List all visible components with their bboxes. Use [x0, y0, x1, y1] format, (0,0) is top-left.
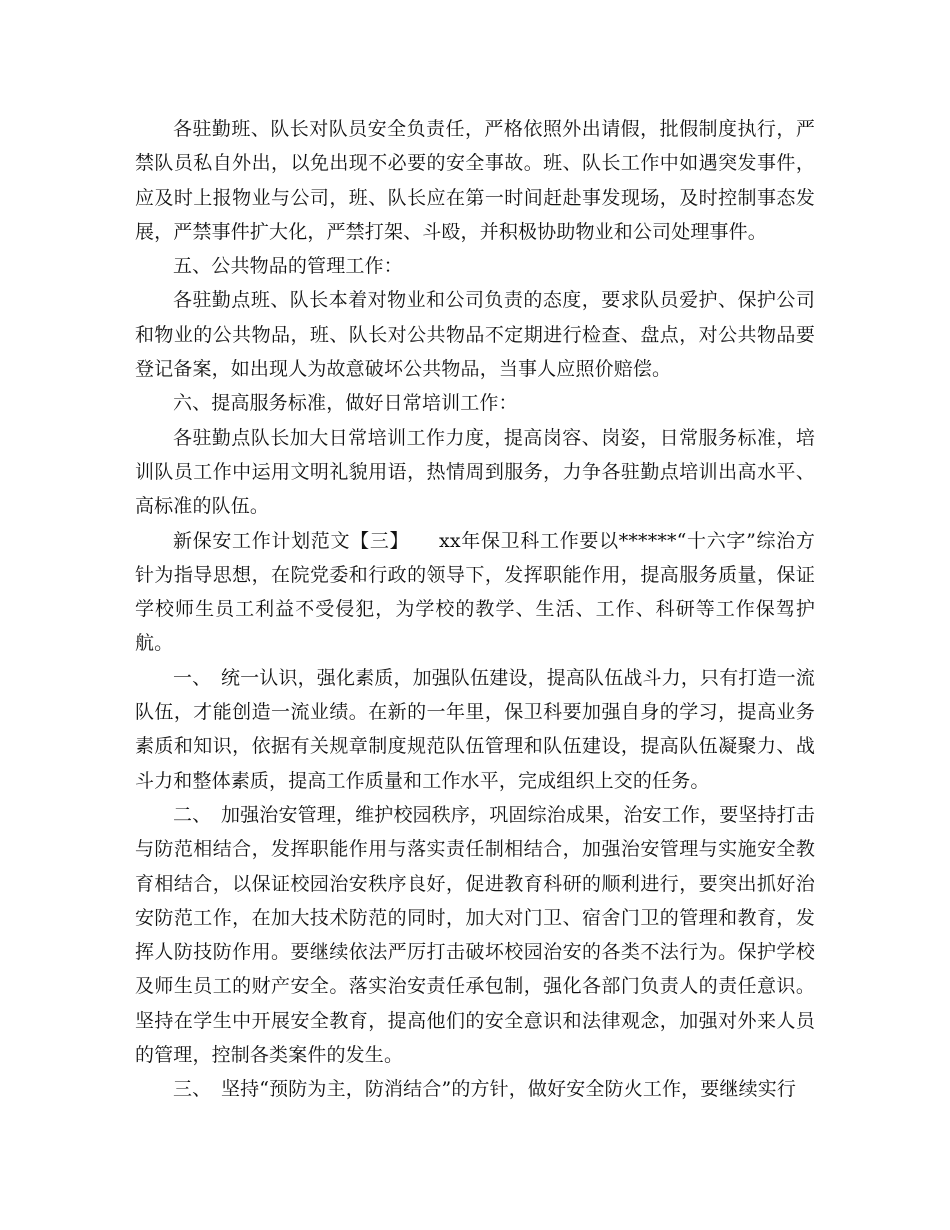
- paragraph-item-one: 一、 统一认识，强化素质，加强队伍建设，提高队伍战斗力，只有打造一流队伍，才能创造一流业绩。在新的一年里，保卫科要加强自身的学习，提高业务素质和知识，依据有关规章制度规范队伍管理和队伍建设，提高队伍凝聚力、战斗力和整体素质，提高工作质量和工作水平，完成组织上交的任务。: [135, 666, 815, 792]
- section-heading-public-goods: 五、公共物品的管理工作：: [173, 255, 403, 278]
- paragraph-sample-three-intro: 新保安工作计划范文【三】 xx年保卫科工作要以******“十六字”综治方针为指导思想，在院党委和行政的领导下，发挥职能作用，提高服务质量，保证学校师生员工利益不受侵犯，为学校的教学、生活、工作、科研等工作保驾护航。: [135, 529, 815, 655]
- paragraph-public-goods: 各驻勤点班、队长本着对物业和公司负责的态度，要求队员爱护、保护公司和物业的公共物品，班、队长对公共物品不定期进行检查、盘点，对公共物品要登记备案，如出现人为故意破坏公共物品，当事人应照价赔偿。: [135, 289, 815, 381]
- document-body: [135, 112, 815, 1107]
- paragraph-item-two: 二、 加强治安管理，维护校园秩序，巩固综治成果，治安工作，要坚持打击与防范相结合，发挥职能作用与落实责任制相结合，加强治安管理与实施安全教育相结合，以保证校园治安秩序良好，促进教育科研的顺利进行，要突出抓好治安防范工作，在加大技术防范的同时，加大对门卫、宿舍门卫的管理和教育，发挥人防技防作用。要继续依法严厉打击破坏校园治安的各类不法行为。保护学校及师生员工的财产安全。落实治安责任承包制，强化各部门负责人的责任意识。坚持在学生中开展安全教育，提高他们的安全意识和法律观念，加强对外来人员的管理，控制各类案件的发生。: [135, 803, 815, 1067]
- paragraph-item-three: 三、 坚持“预防为主，防消结合”的方针，做好安全防火工作，要继续实行: [173, 1078, 797, 1101]
- paragraph-training: 各驻勤点队长加大日常培训工作力度，提高岗容、岗姿，日常服务标准，培训队员工作中运用文明礼貌用语，热情周到服务，力争各驻勤点培训出高水平、高标准的队伍。: [135, 426, 815, 518]
- paragraph-discipline: 各驻勤班、队长对队员安全负责任，严格依照外出请假，批假制度执行，严禁队员私自外出，以免出现不必要的安全事故。班、队长工作中如遇突发事件，应及时上报物业与公司，班、队长应在第一时间赶赴事发现场，及时控制事态发展，严禁事件扩大化，严禁打架、斗殴，并积极协助物业和公司处理事件。: [135, 118, 815, 243]
- section-heading-service-standard: 六、提高服务标准，做好日常培训工作：: [173, 392, 518, 415]
